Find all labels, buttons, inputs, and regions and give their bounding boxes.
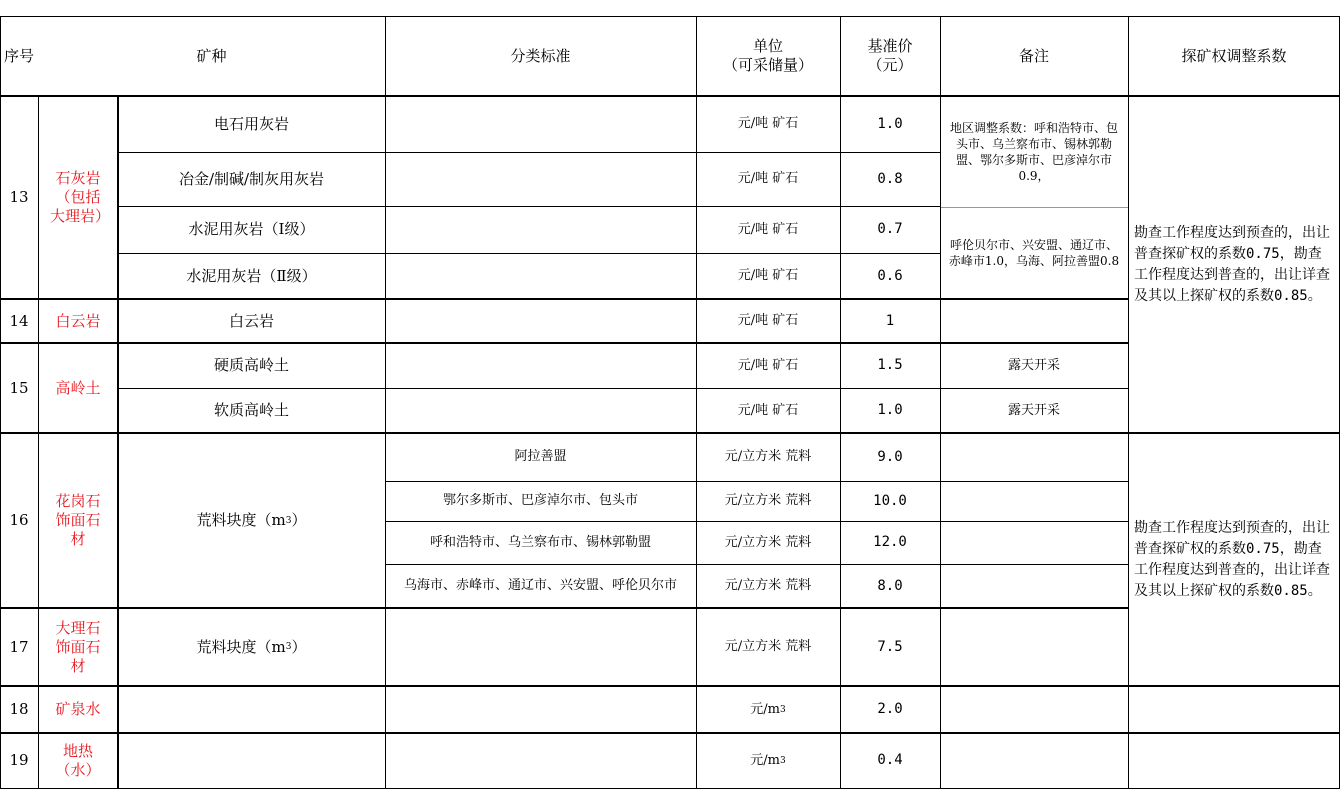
coef-text-1: 勘查工作程度达到预查的，出让普查探矿权的系数0.75，勘查工作程度达到普查的，出让详查及其以上探矿权的系数0.85。 bbox=[1134, 224, 1330, 304]
header-remark: 备注 bbox=[1018, 46, 1049, 65]
row16-price-4: 8.0 bbox=[877, 577, 903, 594]
row17-sub-end: ） bbox=[291, 637, 307, 656]
grid-line bbox=[0, 298, 1128, 300]
grid-line bbox=[117, 96, 119, 789]
grid-line bbox=[0, 95, 1340, 97]
row13-sub-2: 冶金/制碱/制灰用灰岩 bbox=[178, 169, 325, 188]
grid-line bbox=[385, 564, 1128, 565]
grid-line bbox=[385, 16, 386, 789]
grid-line bbox=[940, 16, 941, 789]
row14-no: 14 bbox=[9, 311, 29, 330]
grid-line bbox=[0, 16, 1, 789]
row16-unit-2: 元/立方米 荒料 bbox=[724, 493, 812, 508]
row13-remark-a: 地区调整系数：呼和浩特市、包头市、乌兰察布市、锡林郭勒盟、鄂尔多斯市、巴彦淖尔市0.9， bbox=[949, 121, 1118, 183]
row17-name: 大理石饰面石材 bbox=[55, 618, 101, 675]
row16-price-3: 12.0 bbox=[873, 534, 907, 550]
grid-line bbox=[0, 788, 1340, 789]
grid-line bbox=[940, 207, 1128, 208]
row13-unit-1: 元/吨 矿石 bbox=[737, 116, 799, 131]
row13-remark-b: 呼伦贝尔市、兴安盟、通辽市、赤峰市1.0，乌海、阿拉善盟0.8 bbox=[948, 238, 1120, 268]
grid-line bbox=[118, 253, 940, 254]
row13-unit-2: 元/吨 矿石 bbox=[737, 171, 799, 186]
grid-line bbox=[840, 16, 841, 789]
row17-price: 7.5 bbox=[877, 638, 903, 655]
row15-sub-2: 软质高岭土 bbox=[213, 401, 289, 419]
row13-sub-4: 水泥用灰岩（Ⅱ级） bbox=[186, 266, 317, 285]
header-price-line2: （元） bbox=[867, 56, 913, 74]
grid-line bbox=[385, 481, 1128, 482]
row14-name: 白云岩 bbox=[55, 311, 101, 330]
row17-sub-base: 荒料块度（m bbox=[196, 637, 286, 656]
row16-sub-base: 荒料块度（m bbox=[196, 511, 286, 529]
row16-name: 花岗石饰面石材 bbox=[55, 492, 101, 548]
row15-price-2: 1.0 bbox=[877, 402, 903, 418]
grid-line bbox=[1128, 16, 1129, 789]
row13-price-2: 0.8 bbox=[877, 170, 903, 187]
row13-price-3: 0.7 bbox=[877, 221, 903, 237]
grid-line bbox=[385, 521, 1128, 522]
row14-sub: 白云岩 bbox=[228, 311, 274, 330]
row17-sub: 荒料块度（m 3 ） bbox=[196, 637, 307, 656]
row18-unit-base: 元/m bbox=[750, 701, 780, 717]
row13-price-4: 0.6 bbox=[877, 267, 903, 284]
grid-line bbox=[0, 732, 1340, 734]
row13-unit-4: 元/吨 矿石 bbox=[737, 268, 799, 283]
row13-sub-3: 水泥用灰岩（Ⅰ级） bbox=[188, 220, 315, 238]
grid-line bbox=[0, 16, 1340, 17]
row19-unit: 元/m 3 bbox=[750, 752, 786, 768]
row19-name: 地热（水） bbox=[55, 741, 101, 779]
grid-line bbox=[0, 342, 1128, 344]
row15-price-1: 1.5 bbox=[877, 357, 903, 373]
header-seq: 序号 bbox=[3, 46, 34, 65]
row18-price: 2.0 bbox=[877, 701, 903, 717]
row16-no: 16 bbox=[9, 511, 29, 529]
row19-unit-base: 元/m bbox=[750, 752, 780, 768]
row15-unit-2: 元/吨 矿石 bbox=[737, 402, 799, 418]
grid-line bbox=[118, 388, 1128, 389]
row15-unit-1: 元/吨 矿石 bbox=[737, 357, 799, 373]
row16-sub: 荒料块度（m 3 ） bbox=[196, 511, 307, 529]
row15-name: 高岭土 bbox=[55, 378, 101, 397]
row14-price: 1 bbox=[885, 312, 895, 329]
row13-name: 石灰岩（包括大理岩） bbox=[50, 169, 111, 225]
header-price-line1: 基准价 bbox=[867, 37, 913, 55]
header-unit bbox=[696, 16, 840, 96]
row17-unit: 元/立方米 荒料 bbox=[724, 639, 812, 654]
row16-price-2: 10.0 bbox=[873, 492, 907, 509]
row13-sub-1: 电石用灰岩 bbox=[213, 114, 289, 133]
row18-name: 矿泉水 bbox=[55, 700, 101, 718]
row16-price-1: 9.0 bbox=[877, 448, 903, 465]
row13-price-1: 1.0 bbox=[877, 115, 903, 132]
grid-line bbox=[38, 96, 39, 789]
grid-line bbox=[0, 685, 1340, 687]
row16-region-1: 阿拉善盟 bbox=[514, 449, 567, 464]
row18-unit: 元/m 3 bbox=[750, 701, 786, 717]
row16-unit-1: 元/立方米 荒料 bbox=[724, 449, 812, 464]
row19-no: 19 bbox=[9, 751, 29, 769]
row15-sub-1: 硬质高岭土 bbox=[213, 356, 289, 374]
row15-no: 15 bbox=[9, 378, 29, 397]
row16-region-3: 呼和浩特市、乌兰察布市、锡林郭勒盟 bbox=[429, 534, 651, 550]
grid-line bbox=[118, 206, 940, 207]
row16-region-4: 乌海市、赤峰市、通辽市、兴安盟、呼伦贝尔市 bbox=[403, 578, 677, 593]
grid-line bbox=[0, 607, 1128, 609]
row19-price: 0.4 bbox=[877, 752, 903, 768]
row16-unit-3: 元/立方米 荒料 bbox=[724, 534, 812, 550]
row14-unit: 元/吨 矿石 bbox=[737, 313, 799, 328]
header-mineral: 矿种 bbox=[196, 46, 227, 65]
row16-sub-end: ） bbox=[291, 511, 307, 529]
header-coef: 探矿权调整系数 bbox=[1181, 46, 1287, 65]
row18-no: 18 bbox=[9, 700, 29, 718]
header-unit-line1: 单位 bbox=[752, 37, 783, 55]
grid-line bbox=[118, 152, 940, 153]
header-classification: 分类标准 bbox=[510, 46, 571, 65]
row13-unit-3: 元/吨 矿石 bbox=[737, 221, 799, 237]
coef-text-2: 勘查工作程度达到预查的，出让普查探矿权的系数0.75，勘查工作程度达到普查的，出让详查及其以上探矿权的系数0.85。 bbox=[1134, 519, 1330, 599]
row13-no: 13 bbox=[9, 188, 29, 206]
row15-remark-1: 露天开采 bbox=[1007, 357, 1060, 373]
row16-region-2: 鄂尔多斯市、巴彦淖尔市、包头市 bbox=[442, 493, 638, 508]
grid-line bbox=[0, 432, 1340, 434]
row16-unit-4: 元/立方米 荒料 bbox=[724, 578, 812, 593]
header-unit-line2: （可采储量） bbox=[722, 56, 813, 74]
row17-no: 17 bbox=[9, 637, 29, 656]
grid-line bbox=[696, 16, 697, 789]
header-price bbox=[840, 16, 940, 96]
row15-remark-2: 露天开采 bbox=[1007, 402, 1060, 418]
